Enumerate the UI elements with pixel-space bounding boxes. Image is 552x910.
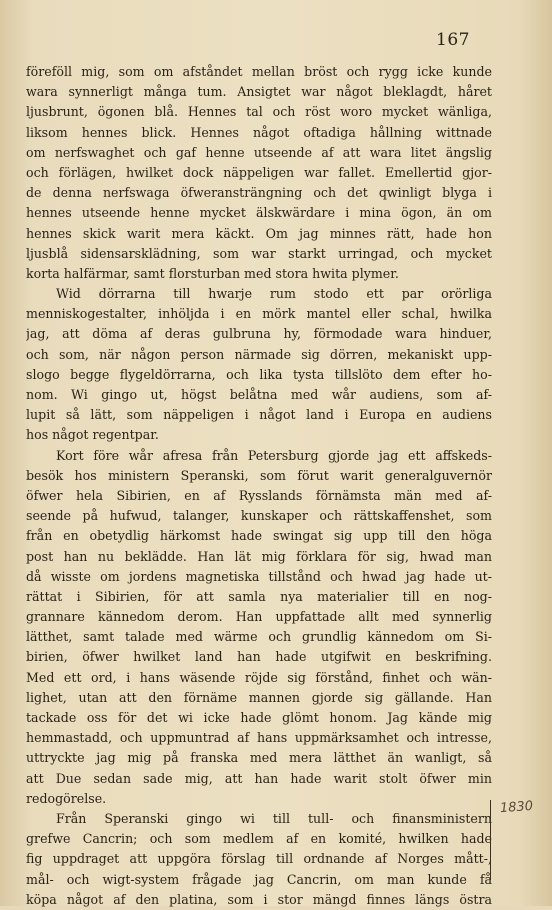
- text-line: lupit så lätt, som näppeligen i något land i Europa en audiens: [26, 407, 492, 423]
- text-line: köpa något af den platina, som i stor mängd finnes längs östra: [26, 891, 492, 907]
- text-line: wara synnerligt många tum. Ansigtet war något bleklagdt, håret: [26, 84, 492, 100]
- text-line: Kort före wår afresa från Petersburg gjorde jag ett affskeds-: [56, 447, 492, 463]
- text-line: liksom hennes blick. Hennes något oftadiga hållning wittnade: [26, 124, 492, 140]
- text-line: jag, att döma af deras gulbruna hy, förmodade wara hinduer,: [26, 326, 492, 342]
- text-line: föreföll mig, som om afståndet mellan bröst och rygg icke kunde: [26, 64, 492, 79]
- text-line: menniskogestalter, inhöljda i en mörk mantel eller schal, hwilka: [26, 306, 492, 322]
- text-line: seende på hufwud, talanger, kunskaper och rättskaffenshet, som: [26, 508, 492, 524]
- text-line: Med ett ord, i hans wäsende röjde sig förstånd, finhet och wän-: [26, 669, 492, 685]
- text-line: hennes skick warit mera käckt. Om jag minnes rätt, hade hon: [26, 225, 492, 241]
- text-line: öfwer hela Sibirien, en af Rysslands förnämsta män med af-: [26, 487, 492, 503]
- text-line: rättat i Sibirien, för att samla nya materialier till en nog-: [26, 588, 492, 604]
- text-line: mål- och wigt-system frågade jag Cancrin, om man kunde få: [26, 871, 492, 887]
- text-line: från en obetydlig härkomst hade swingat sig upp till den höga: [26, 528, 492, 544]
- text-line: hennes utseende henne mycket älskwärdare i mina ögon, än om: [26, 205, 492, 221]
- text-line: att Due sedan sade mig, att han hade warit stolt öfwer min: [26, 770, 492, 786]
- text-line: slogo begge flygeldörrarna, och lika tysta tillslöto dem efter ho-: [26, 366, 492, 382]
- text-line: och som, när någon person närmade sig dörren, mekaniskt upp-: [26, 346, 492, 362]
- handwritten-margin-note: 1830: [499, 798, 534, 817]
- text-line: nom. Wi gingo ut, högst belåtna med wår audiens, som af-: [26, 387, 492, 402]
- text-line: Från Speranski gingo wi till tull- och finansministern: [56, 810, 492, 826]
- text-line: lätthet, samt talade med wärme och grundlig kännedom om Si-: [26, 629, 492, 645]
- text-line: och förlägen, hwilket dock näppeligen war fallet. Emellertid gjor-: [26, 164, 492, 180]
- text-line: då wisste om jordens magnetiska tillstånd och hwad jag hade ut-: [26, 568, 492, 584]
- text-line: post han nu beklädde. Han lät mig förklara för sig, hwad man: [26, 548, 492, 564]
- body-text: [26, 62, 492, 910]
- text-line: besök hos ministern Speranski, som förut warit generalguvernör: [26, 467, 492, 483]
- text-line: redogörelse.: [26, 790, 107, 806]
- page-number: 167: [436, 30, 470, 50]
- text-line: korta halfärmar, samt florsturban med stora hwita plymer.: [26, 265, 399, 281]
- text-line: om nerfswaghet och gaf henne utseende af att wara litet ängslig: [26, 144, 492, 160]
- text-line: lighet, utan att den förnäme mannen gjorde sig gällande. Han: [26, 689, 492, 705]
- text-line: grefwe Cancrin; och som medlem af en komité, hwilken hade: [26, 831, 492, 847]
- text-line: birien, öfwer hwilket land han hade utgifwit en beskrifning.: [26, 649, 492, 665]
- text-line: uttryckte jag mig på franska med mera lätthet än wanligt, så: [26, 750, 492, 766]
- text-line: Wid dörrarna till hwarje rum stodo ett par orörliga: [56, 286, 492, 302]
- text-line: grannare kännedom derom. Han uppfattade allt med synnerlig: [26, 609, 492, 625]
- text-line: tackade oss för det wi icke hade glömt honom. Jag kände mig: [26, 710, 492, 725]
- text-line: de denna nerfswaga öfweransträngning och det qwinligt blyga i: [26, 185, 492, 201]
- text-line: hos något regentpar.: [26, 427, 159, 443]
- text-line: hemmastadd, och uppmuntrad af hans uppmärksamhet och intresse,: [26, 730, 492, 746]
- margin-mark: [490, 800, 491, 880]
- text-line: ljusbrunt, ögonen blå. Hennes tal och röst woro mycket wänliga,: [26, 104, 492, 120]
- text-line: ljusblå sidensarsklädning, som war starkt urringad, och mycket: [26, 245, 492, 261]
- text-line: fig uppdraget att uppgöra förslag till ordnande af Norges mått-,: [26, 851, 492, 867]
